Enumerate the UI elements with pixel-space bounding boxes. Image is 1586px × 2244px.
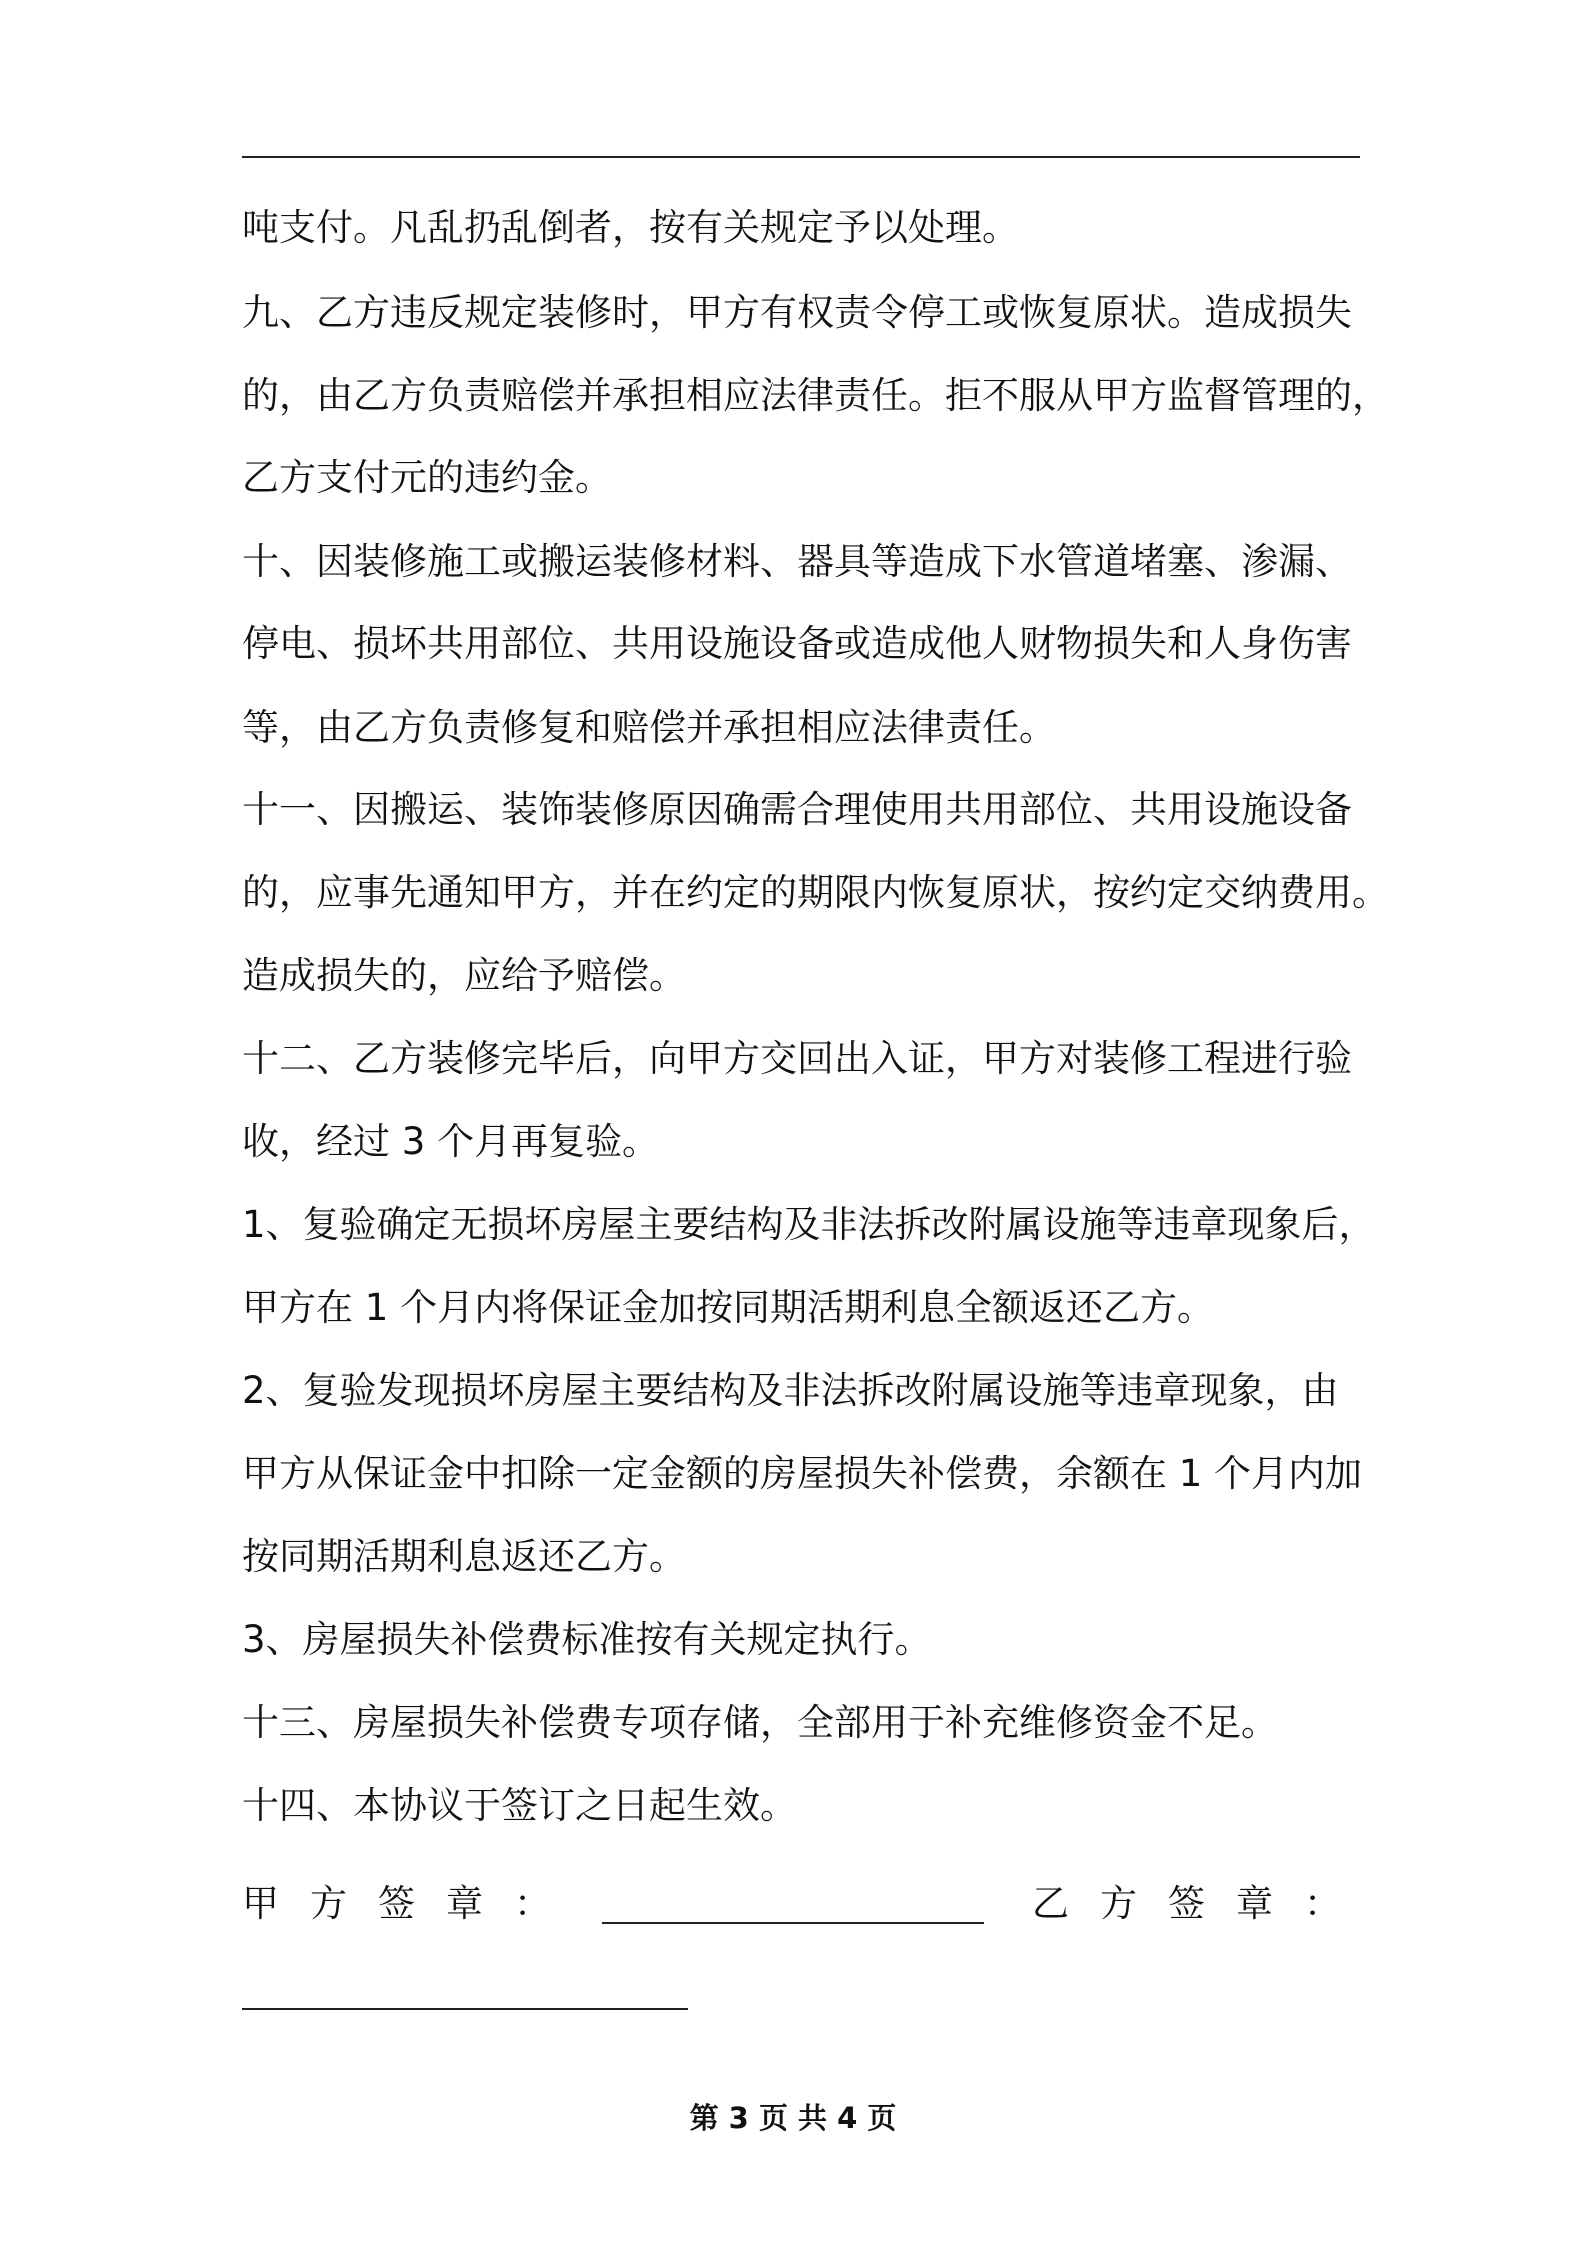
party-a-signature-label: 甲方签章： [242, 1882, 582, 1925]
body-line-14: 甲方在 1 个月内将保证金加按同期活期利息全额返还乙方。 [242, 1286, 1215, 1329]
party-a-signature-line [602, 1922, 984, 1924]
signature-row [242, 1882, 1372, 1932]
body-line-2: 九、乙方违反规定装修时，甲方有权责令停工或恢复原状。造成损失 [242, 291, 1352, 334]
body-line-19: 十三、房屋损失补偿费专项存储，全部用于补充维修资金不足。 [242, 1701, 1278, 1744]
party-b-signature-line [242, 2008, 688, 2010]
body-line-17: 按同期活期利息返还乙方。 [242, 1535, 686, 1578]
body-line-13: 1、复验确定无损坏房屋主要结构及非法拆改附属设施等违章现象后， [242, 1203, 1376, 1246]
body-line-15: 2、复验发现损坏房屋主要结构及非法拆改附属设施等违章现象，由 [242, 1369, 1339, 1412]
body-line-20: 十四、本协议于签订之日起生效。 [242, 1784, 797, 1827]
header-rule [242, 156, 1360, 158]
body-line-16: 甲方从保证金中扣除一定金额的房屋损失补偿费，余额在 1 个月内加 [242, 1452, 1363, 1495]
body-line-12: 收，经过 3 个月再复验。 [242, 1120, 660, 1163]
body-line-4: 乙方支付元的违约金。 [242, 456, 612, 499]
page-number: 第 3 页 共 4 页 [689, 2101, 897, 2135]
body-line-18: 3、房屋损失补偿费标准按有关规定执行。 [242, 1618, 932, 1661]
party-b-signature-label: 乙方签章： [1032, 1882, 1372, 1925]
body-line-6: 停电、损坏共用部位、共用设施设备或造成他人财物损失和人身伤害 [242, 622, 1352, 665]
body-line-9: 的，应事先通知甲方，并在约定的期限内恢复原状，按约定交纳费用。 [242, 871, 1389, 914]
body-line-5: 十、因装修施工或搬运装修材料、器具等造成下水管道堵塞、渗漏、 [242, 540, 1352, 583]
body-line-11: 十二、乙方装修完毕后，向甲方交回出入证，甲方对装修工程进行验 [242, 1037, 1352, 1080]
body-line-1: 吨支付。凡乱扔乱倒者，按有关规定予以处理。 [242, 206, 1019, 249]
body-line-7: 等，由乙方负责修复和赔偿并承担相应法律责任。 [242, 706, 1056, 749]
body-line-10: 造成损失的，应给予赔偿。 [242, 954, 686, 997]
body-line-8: 十一、因搬运、装饰装修原因确需合理使用共用部位、共用设施设备 [242, 788, 1352, 831]
body-line-3: 的，由乙方负责赔偿并承担相应法律责任。拒不服从甲方监督管理的， [242, 374, 1389, 417]
